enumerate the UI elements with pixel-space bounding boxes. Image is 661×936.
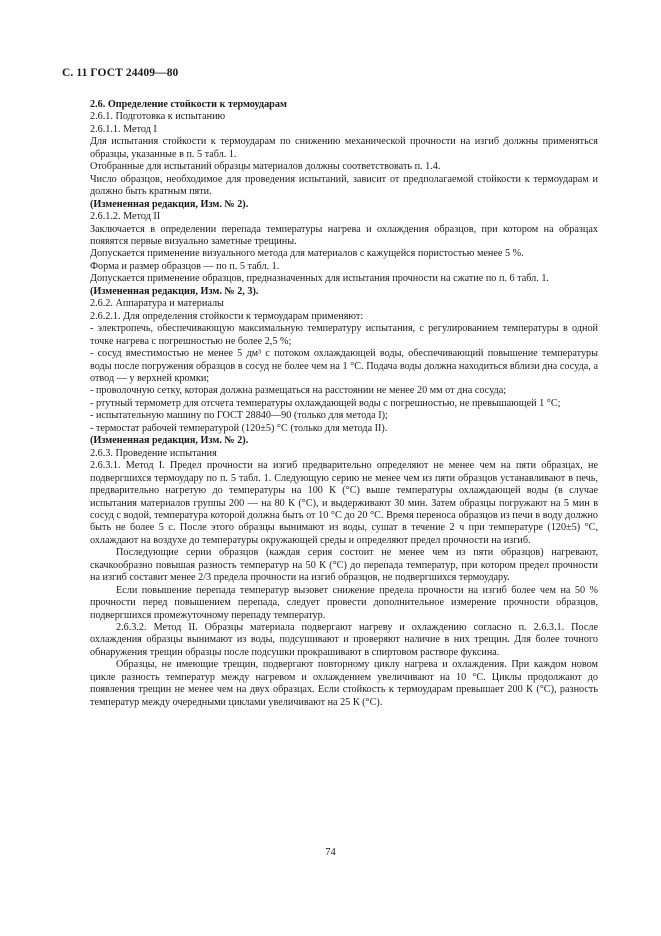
paragraph: (Измененная редакция, Изм. № 2, 3). — [90, 285, 259, 297]
paragraph: Отобранные для испытаний образцы материалов должны соответствовать п. 1.4. — [90, 161, 441, 173]
paragraph: Допускается применение визуального метода для материалов с кажущейся пористостью менее 5 %. — [90, 248, 524, 260]
paragraph: - испытательную машину по ГОСТ 28840—90 (только для метода I); — [90, 410, 388, 422]
paragraph: - проволочную сетку, которая должна размещаться на расстоянии не менее 20 мм от дна сосуда; — [90, 385, 507, 397]
paragraph: 2.6.1.1. Метод I — [90, 123, 157, 135]
paragraph: Образцы, не имеющие трещин, подвергают повторному циклу нагрева и охлаждения. При каждом новом цикле разность температур между нагревом и охлаждением увеличивают на 10 °С. Циклы продолжают до появления трещин не менее чем на двух образцах. Если стойкость к термоударам превышает 200 К (°С), разность температур между очередными циклами увеличивают на 25 К (°С). — [90, 659, 598, 708]
paragraph: 2.6.3.2. Метод II. Образцы материала подвергают нагреву и охлаждению согласно п. 2.6.3.1. После охлаждения образцы вынимают из воды, подсушивают и проверяют наличие в них трещин. Для более точного обнаружения трещин образцы после подсушки прокрашивают в спиртовом растворе фуксина. — [90, 622, 598, 658]
paragraph: Если повышение перепада температур вызовет снижение предела прочности на изгиб более чем на 50 % прочности перед повышением перепада, следует провести дополнительное измерение прочности образцов, подвергшихся промежуточному перепаду температур. — [90, 584, 598, 621]
paragraph: - термостат рабочей температурой (120±5) °С (только для метода II). — [90, 422, 388, 434]
paragraph: 2.6.2. Аппаратура и материалы — [90, 298, 224, 310]
page-header: С. 11 ГОСТ 24409—80 — [62, 67, 179, 79]
paragraph: Число образцов, необходимое для проведения испытаний, зависит от предполагаемой стойкости к термоударам и должно быть кратным пяти. — [90, 173, 598, 198]
paragraph: Допускается применение образцов, предназначенных для испытания прочности на сжатие по п. 6 табл. 1. — [90, 273, 549, 285]
paragraph: 2.6.3.1. Метод I. Предел прочности на изгиб предварительно определяют не менее чем на пяти образцах, не подвергшихся термоудару по п. 5 табл. 1. Следующую серию не менее чем из пяти образцов устанавливают в печь, предварительно нагретую до температуры на 100 К (°С) выше температуры охлаждающей воды (в случае испытания материалов группы 200 — на 80 К (°С), и выдерживают 30 мин. Затем образцы погружают на 5 мин в сосуд с водой, температура которой должна быть от 10 °С до 20 °С. Время переноса образцов из печи в воду должно быть не более 5 с. После этого образцы вынимают из воды, сушат в течение 2 ч при температуре (120±5) °С, охлаждают на воздухе до температуры окружающей среды и определяют предел прочности на изгиб. — [90, 460, 598, 546]
paragraph: 2.6.3. Проведение испытания — [90, 447, 217, 459]
paragraph: (Измененная редакция, Изм. № 2). — [90, 435, 249, 447]
paragraph: Заключается в определении перепада температуры нагрева и охлаждения образцов, при котором на образцах появятся первые визуально заметные трещины. — [90, 223, 598, 247]
paragraph: Для испытания стойкости к термоударам по снижению механической прочности на изгиб должны применяться образцы, указанные в п. 5 табл. 1. — [90, 136, 598, 160]
paragraph: 2.6. Определение стойкости к термоударам — [90, 99, 287, 110]
page-number: 74 — [325, 847, 336, 858]
paragraph: Последующие серии образцов (каждая серия состоит не менее чем из пяти образцов) нагревают, скачкообразно повышая разность температур на 50 К (°С) до перепада температур, при котором предел прочности на изгиб составит менее 2/3 предела прочности на изгиб образцов, не подвергшихся термоудару. — [90, 547, 598, 584]
paragraph: 2.6.2.1. Для определения стойкости к термоударам применяют: — [90, 310, 364, 322]
paragraph: Форма и размер образцов — по п. 5 табл. 1. — [90, 260, 280, 272]
document-body — [90, 99, 598, 709]
paragraph: 2.6.1. Подготовка к испытанию — [90, 111, 226, 123]
paragraph: - электропечь, обеспечивающую максимальную температуру испытания, с регулированием температуры в одной точке нагрева с погрешностью не более 2,5 %; — [90, 323, 598, 347]
paragraph: - ртутный термометр для отсчета температуры охлаждающей воды с погрешностью, не превышающей 1 °С; — [90, 397, 561, 409]
paragraph: 2.6.1.2. Метод II — [90, 211, 161, 223]
paragraph: - сосуд вместимостью не менее 5 дм³ с потоком охлаждающей воды, обеспечивающий повышение температуры воды после погружения образцов в сосуд не более чем на 1 °С. Подача воды должна находиться вблизи дна сосуда, а отвод — у верхней кромки; — [90, 348, 598, 384]
paragraph: (Измененная редакция, Изм. № 2). — [90, 198, 249, 210]
